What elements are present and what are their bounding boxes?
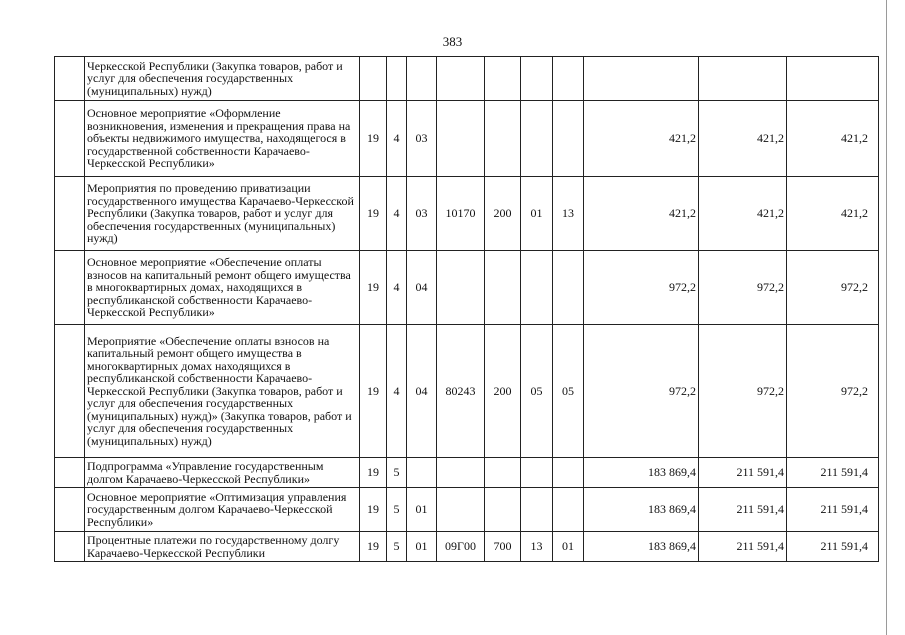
cell-activity-code: 03 <box>407 177 437 251</box>
cell-amount-year-1: 421,2 <box>584 177 699 251</box>
cell-description: Подпрограмма «Управление государственным долгом Карачаево-Черкесской Республики» <box>85 458 360 488</box>
cell-subsection-code <box>553 488 584 532</box>
table-row <box>55 177 879 251</box>
cell-activity-code <box>407 458 437 488</box>
cell-direction-code: 10170 <box>437 177 485 251</box>
cell-direction-code <box>437 57 485 101</box>
cell-blank <box>55 458 85 488</box>
cell-ministry-code: 19 <box>360 458 387 488</box>
cell-amount-year-2: 211 591,4 <box>699 488 787 532</box>
cell-amount-year-2 <box>699 57 787 101</box>
cell-section-code <box>521 101 553 177</box>
cell-subsection-code <box>553 458 584 488</box>
cell-amount-year-2: 421,2 <box>699 177 787 251</box>
cell-description: Процентные платежи по государственному долгу Карачаево-Черкесской Республики <box>85 532 360 562</box>
cell-amount-year-3: 211 591,4 <box>787 458 879 488</box>
cell-blank <box>55 532 85 562</box>
cell-subsection-code <box>553 57 584 101</box>
scan-edge <box>886 0 887 635</box>
cell-subprogram-code: 5 <box>387 488 407 532</box>
cell-subsection-code: 05 <box>553 325 584 458</box>
cell-description: Мероприятия по проведению приватизации государственного имущества Карачаево-Черкесской Республики (Закупка товаров, работ и услуг для обеспечения государственных (муниципальных) нужд) <box>85 177 360 251</box>
cell-description: Черкесской Республики (Закупка товаров, работ и услуг для обеспечения государственных (муниципальных) нужд) <box>85 57 360 101</box>
cell-activity-code: 04 <box>407 325 437 458</box>
cell-description: Основное мероприятие «Оформление возникновения, изменения и прекращения права на объекты недвижимого имущества, находящегося в государственной собственности Карачаево-Черкесской Республики» <box>85 101 360 177</box>
table-row <box>55 532 879 562</box>
cell-amount-year-2: 421,2 <box>699 101 787 177</box>
cell-expense-type-code <box>485 458 521 488</box>
budget-table <box>54 56 879 562</box>
cell-activity-code <box>407 57 437 101</box>
cell-ministry-code: 19 <box>360 101 387 177</box>
cell-subsection-code: 01 <box>553 532 584 562</box>
cell-direction-code <box>437 101 485 177</box>
cell-amount-year-3: 972,2 <box>787 325 879 458</box>
cell-expense-type-code <box>485 251 521 325</box>
cell-subsection-code: 13 <box>553 177 584 251</box>
page-number: 383 <box>442 34 463 49</box>
cell-direction-code: 09Г00 <box>437 532 485 562</box>
cell-blank <box>55 101 85 177</box>
cell-blank <box>55 57 85 101</box>
cell-section-code: 01 <box>521 177 553 251</box>
cell-ministry-code: 19 <box>360 177 387 251</box>
cell-description: Мероприятие «Обеспечение оплаты взносов на капитальный ремонт общего имущества в многоквартирных домах находящихся в республиканской собственности Карачаево-Черкесской Республики (Закупка товаров, работ и услуг для обеспечения государственных (муниципальных) нужд)» (Закупка товаров, работ и услуг для обеспечения государственных (муниципальных) нужд) <box>85 325 360 458</box>
cell-section-code <box>521 488 553 532</box>
cell-blank <box>55 325 85 458</box>
cell-ministry-code: 19 <box>360 488 387 532</box>
cell-amount-year-2: 972,2 <box>699 325 787 458</box>
cell-ministry-code: 19 <box>360 532 387 562</box>
cell-section-code <box>521 458 553 488</box>
cell-amount-year-3: 211 591,4 <box>787 532 879 562</box>
cell-subprogram-code: 4 <box>387 251 407 325</box>
cell-expense-type-code <box>485 57 521 101</box>
cell-subsection-code <box>553 101 584 177</box>
cell-amount-year-3 <box>787 57 879 101</box>
table-row <box>55 488 879 532</box>
cell-amount-year-1 <box>584 57 699 101</box>
cell-amount-year-2: 211 591,4 <box>699 532 787 562</box>
cell-ministry-code: 19 <box>360 251 387 325</box>
cell-expense-type-code <box>485 101 521 177</box>
cell-activity-code: 01 <box>407 532 437 562</box>
cell-blank <box>55 488 85 532</box>
cell-subsection-code <box>553 251 584 325</box>
cell-subprogram-code <box>387 57 407 101</box>
table-row <box>55 458 879 488</box>
cell-direction-code <box>437 488 485 532</box>
cell-activity-code: 01 <box>407 488 437 532</box>
table-row <box>55 101 879 177</box>
cell-expense-type-code <box>485 488 521 532</box>
cell-amount-year-3: 972,2 <box>787 251 879 325</box>
cell-amount-year-1: 972,2 <box>584 325 699 458</box>
cell-subprogram-code: 4 <box>387 101 407 177</box>
cell-activity-code: 03 <box>407 101 437 177</box>
cell-direction-code <box>437 458 485 488</box>
cell-subprogram-code: 4 <box>387 325 407 458</box>
cell-blank <box>55 251 85 325</box>
cell-ministry-code: 19 <box>360 325 387 458</box>
cell-direction-code: 80243 <box>437 325 485 458</box>
cell-amount-year-1: 183 869,4 <box>584 532 699 562</box>
cell-subprogram-code: 4 <box>387 177 407 251</box>
cell-section-code <box>521 251 553 325</box>
cell-activity-code: 04 <box>407 251 437 325</box>
cell-expense-type-code: 700 <box>485 532 521 562</box>
table-row <box>55 251 879 325</box>
cell-amount-year-2: 972,2 <box>699 251 787 325</box>
cell-expense-type-code: 200 <box>485 325 521 458</box>
cell-description: Основное мероприятие «Оптимизация управления государственным долгом Карачаево-Черкесской Республики» <box>85 488 360 532</box>
cell-amount-year-1: 183 869,4 <box>584 458 699 488</box>
cell-amount-year-1: 972,2 <box>584 251 699 325</box>
cell-subprogram-code: 5 <box>387 458 407 488</box>
cell-section-code: 13 <box>521 532 553 562</box>
cell-amount-year-2: 211 591,4 <box>699 458 787 488</box>
cell-ministry-code <box>360 57 387 101</box>
cell-section-code: 05 <box>521 325 553 458</box>
cell-subprogram-code: 5 <box>387 532 407 562</box>
cell-amount-year-3: 421,2 <box>787 101 879 177</box>
cell-direction-code <box>437 251 485 325</box>
cell-amount-year-1: 421,2 <box>584 101 699 177</box>
cell-section-code <box>521 57 553 101</box>
cell-blank <box>55 177 85 251</box>
table-row <box>55 57 879 101</box>
table-row <box>55 325 879 458</box>
cell-expense-type-code: 200 <box>485 177 521 251</box>
cell-description: Основное мероприятие «Обеспечение оплаты взносов на капитальный ремонт общего имущества в многоквартирных домах, находящихся в республиканской собственности Карачаево-Черкесской Республики» <box>85 251 360 325</box>
cell-amount-year-1: 183 869,4 <box>584 488 699 532</box>
cell-amount-year-3: 421,2 <box>787 177 879 251</box>
cell-amount-year-3: 211 591,4 <box>787 488 879 532</box>
